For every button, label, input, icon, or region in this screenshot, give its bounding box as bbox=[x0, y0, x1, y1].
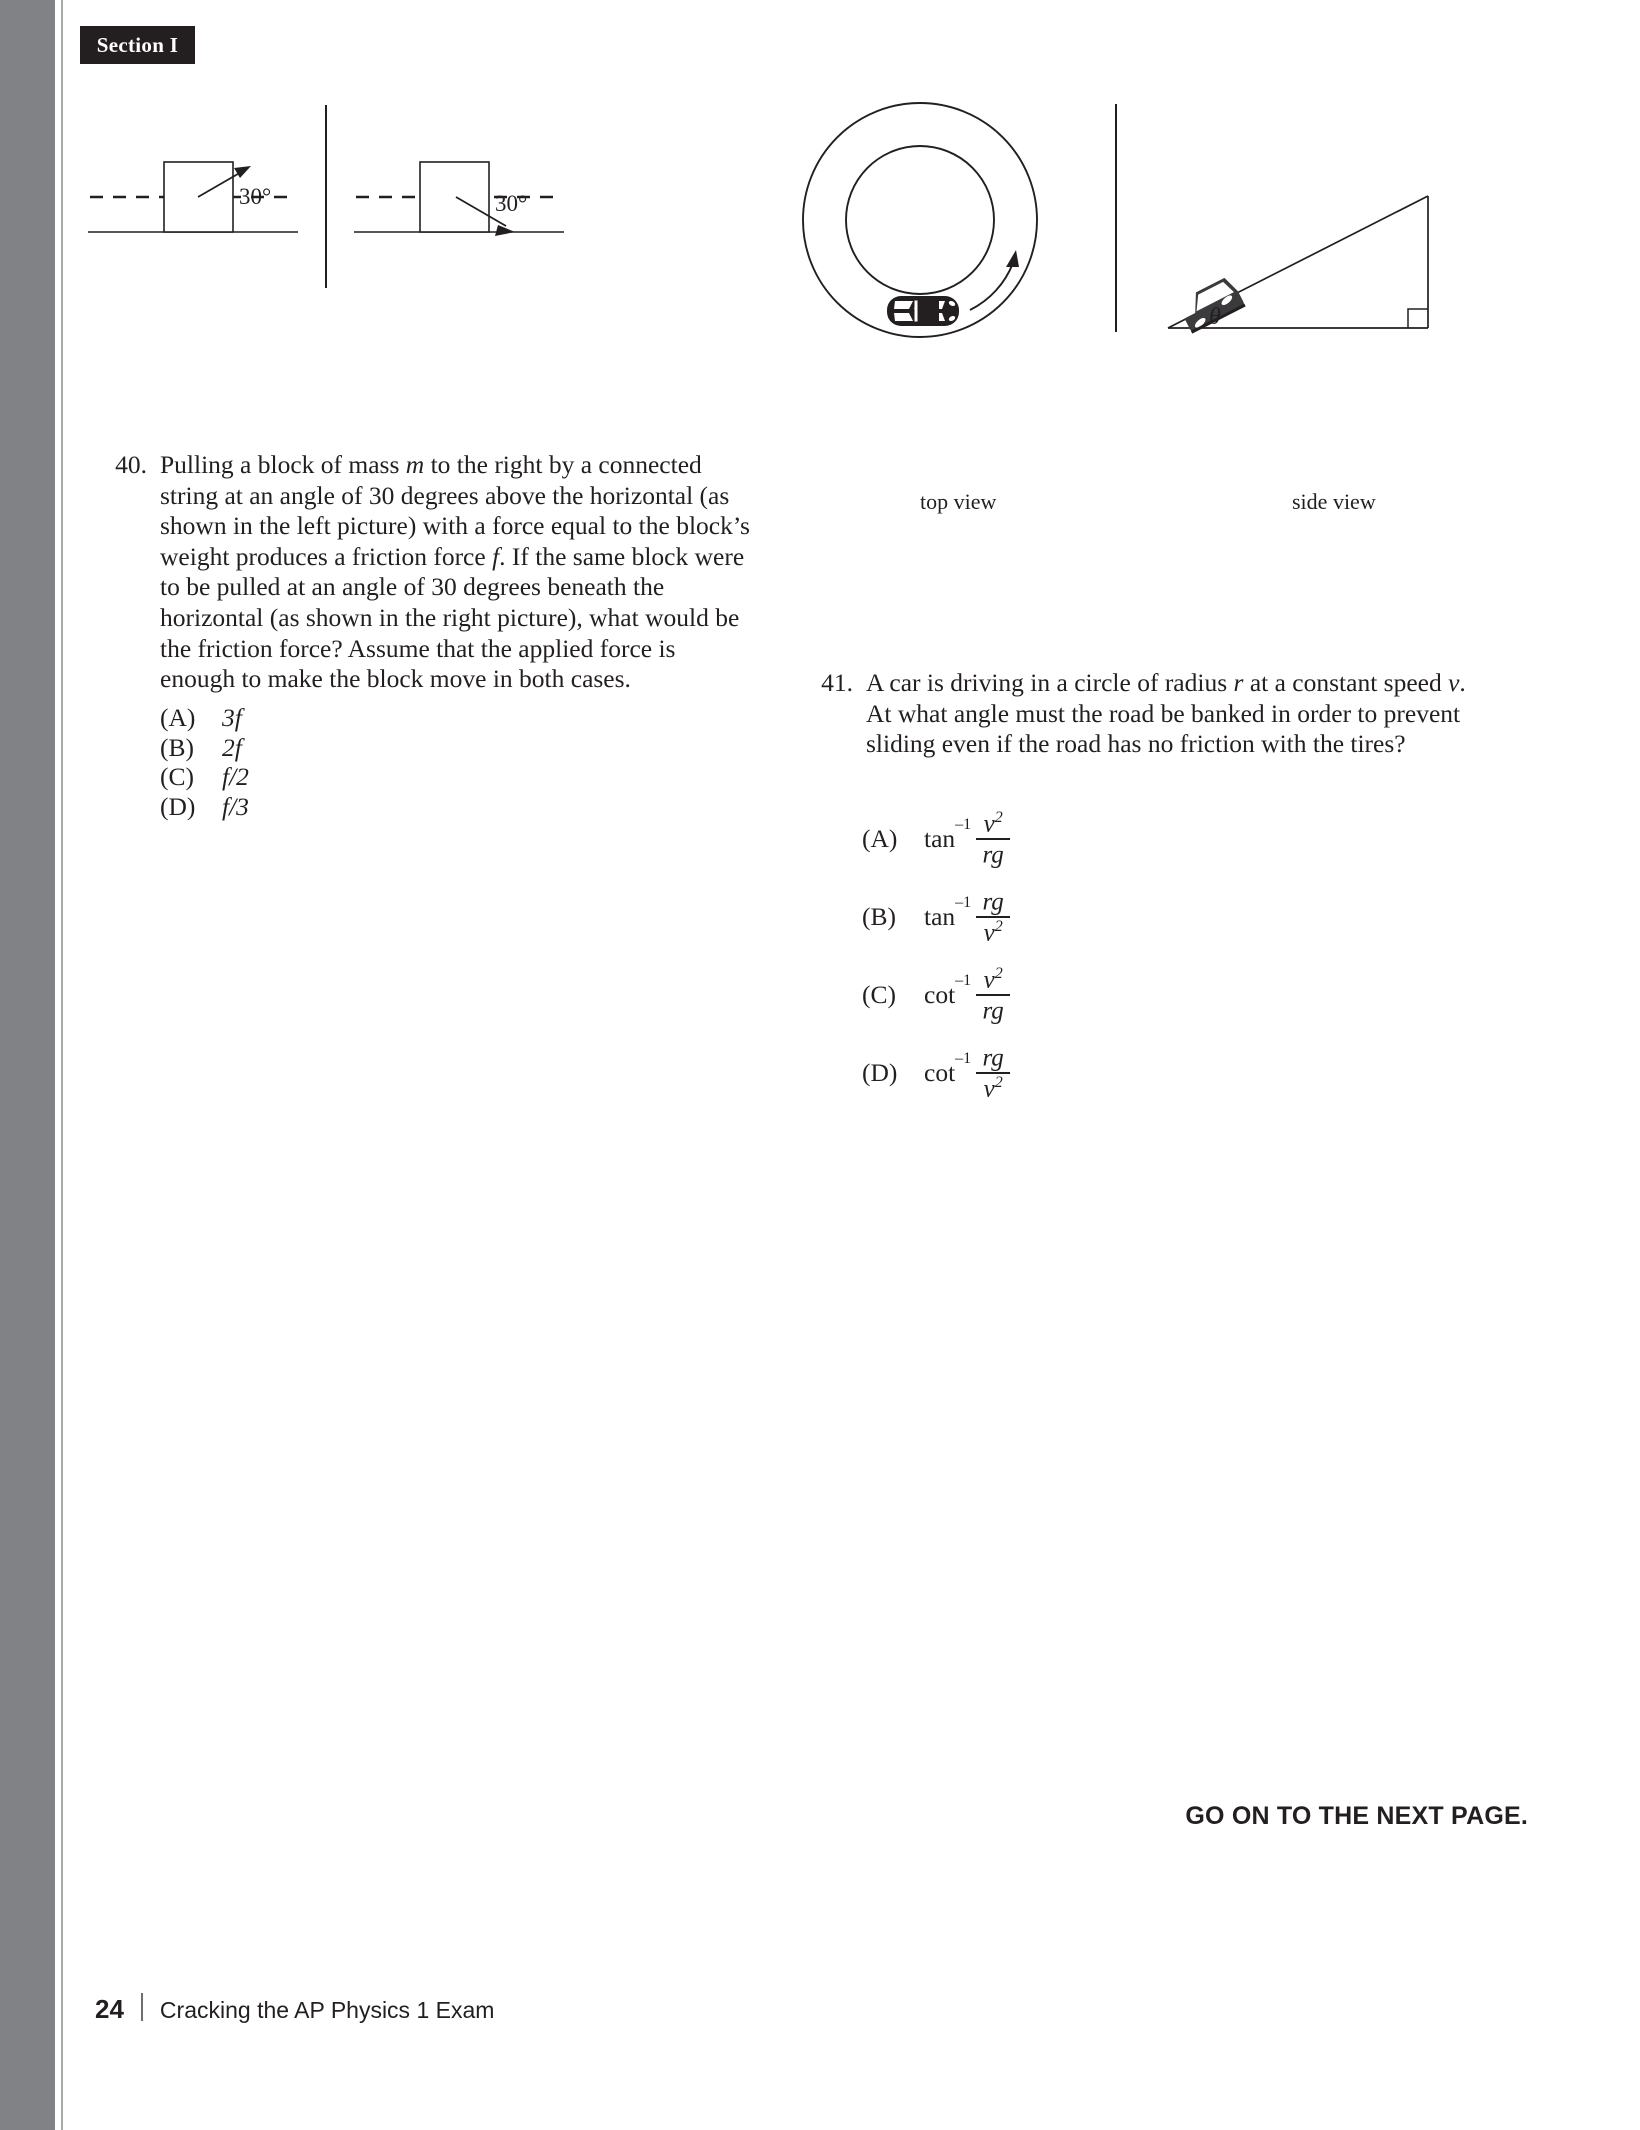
choice-value: f/3 bbox=[222, 791, 249, 821]
footer-book-title: Cracking the AP Physics 1 Exam bbox=[159, 1997, 495, 2023]
choice-label: (C) bbox=[862, 980, 896, 1009]
caption-top-view: top view bbox=[920, 489, 997, 514]
question-41-number: 41. bbox=[821, 668, 853, 697]
choice-label: (D) bbox=[160, 791, 196, 821]
direction-arrow-top-view bbox=[970, 250, 1019, 310]
choice-value: 2f bbox=[222, 732, 242, 762]
page-footer bbox=[95, 1990, 494, 2025]
block-right bbox=[420, 162, 489, 232]
choice-value: 3f bbox=[222, 703, 242, 732]
choice-fraction: $\frac{v^2}{rg}$ bbox=[976, 966, 1010, 1023]
choice-fraction: $\frac{rg}{v^2}$ bbox=[976, 1044, 1010, 1101]
choice-item[interactable] bbox=[862, 1034, 1010, 1112]
figure-side-view bbox=[1168, 196, 1428, 334]
choice-function: $\tan^{-1}$ bbox=[924, 815, 972, 853]
page-gray-edge bbox=[0, 0, 55, 2130]
angle-label-left: 30° bbox=[239, 184, 272, 209]
track-inner-circle bbox=[846, 146, 994, 294]
choice-item[interactable] bbox=[160, 763, 249, 792]
figure-top-view bbox=[803, 103, 1037, 337]
choice-function: $\tan^{-1}$ bbox=[924, 893, 972, 931]
footer-divider bbox=[141, 1993, 143, 2021]
go-on-to-next-page-notice: GO ON TO THE NEXT PAGE. bbox=[1185, 1802, 1528, 1830]
footer-page-number: 24 bbox=[95, 1994, 124, 2024]
choice-label: (A) bbox=[160, 703, 196, 732]
caption-side-view: side view bbox=[1292, 489, 1376, 514]
question-40-number: 40. bbox=[115, 450, 147, 479]
choice-value: f/2 bbox=[222, 762, 249, 791]
question-41 bbox=[818, 668, 1468, 760]
choice-item[interactable] bbox=[862, 800, 1010, 878]
figure-banked-curve-diagram bbox=[790, 100, 1490, 370]
figure-block-pull-diagram bbox=[88, 100, 568, 350]
right-angle-marker bbox=[1408, 309, 1428, 328]
choice-label: (C) bbox=[160, 762, 194, 791]
question-41-text: A car is driving in a circle of radius r at a constant speed v. At what angle must the road be banked in order to prevent sliding even if the road has no friction with the tires? bbox=[866, 668, 1466, 759]
choice-label: (A) bbox=[862, 824, 898, 853]
choice-fraction: $\frac{rg}{v^2}$ bbox=[976, 888, 1010, 945]
page-edge-rule bbox=[61, 0, 63, 2130]
section-tag bbox=[80, 26, 195, 64]
figure-block-right bbox=[354, 162, 564, 236]
choice-function: $\cot^{-1}$ bbox=[924, 1049, 972, 1087]
choice-label: (D) bbox=[862, 1058, 898, 1087]
question-40 bbox=[112, 450, 752, 695]
section-tag-label: Section I bbox=[96, 32, 179, 57]
choice-item[interactable] bbox=[160, 793, 249, 822]
question-40-choices bbox=[160, 704, 249, 822]
incline-angle-label: θ bbox=[1209, 304, 1221, 330]
car-top-view-icon bbox=[887, 296, 959, 326]
angle-label-right: 30° bbox=[495, 191, 528, 216]
choice-item[interactable] bbox=[160, 734, 249, 763]
choice-label: (B) bbox=[862, 902, 896, 931]
question-41-choices bbox=[862, 800, 1010, 1112]
choice-item[interactable] bbox=[160, 704, 249, 733]
choice-item[interactable] bbox=[862, 878, 1010, 956]
figure-block-left bbox=[88, 162, 298, 232]
choice-function: $\cot^{-1}$ bbox=[924, 971, 972, 1009]
choice-item[interactable] bbox=[862, 956, 1010, 1034]
choice-fraction: $\frac{v^2}{rg}$ bbox=[976, 810, 1010, 867]
question-40-text: Pulling a block of mass m to the right by a connected string at an angle of 30 degrees above the horizontal (as shown in the left picture) with a force equal to the block’s weight produces a friction force f. If the same block were to be pulled at an angle of 30 degrees beneath the horizontal (as shown in the right picture), what would be the friction force? Assume that the applied force is enough to make the block move in both cases. bbox=[160, 450, 750, 694]
choice-label: (B) bbox=[160, 732, 194, 762]
